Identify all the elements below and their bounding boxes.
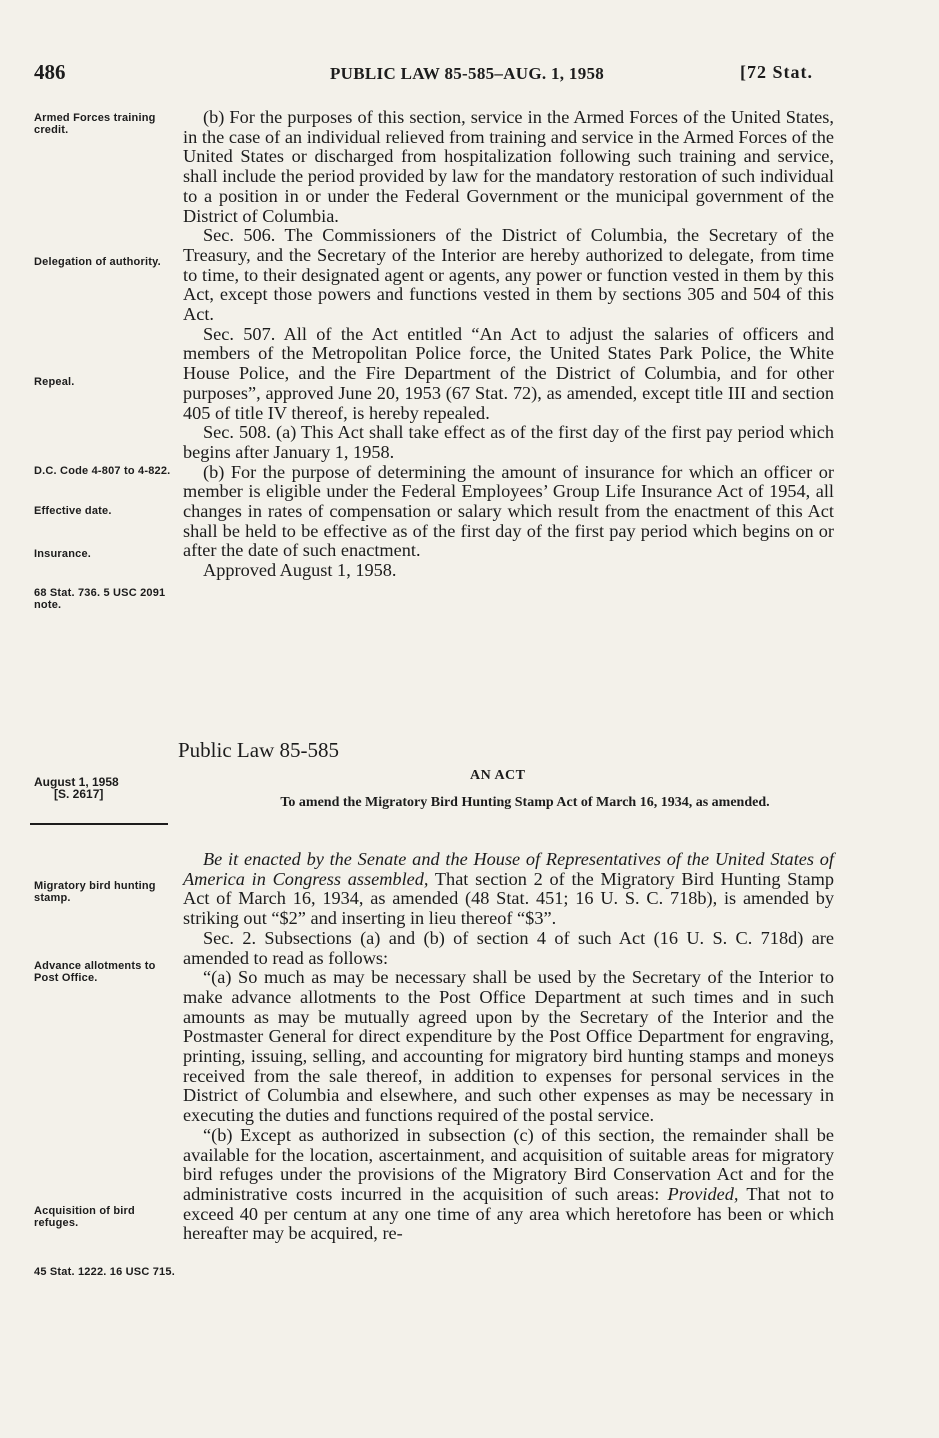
divider-rule <box>30 823 168 825</box>
margin-note-armed-forces: Armed Forces training credit. <box>34 112 156 136</box>
act-description: To amend the Migratory Bird Hunting Stamp Act of March 16, 1934, as amended. <box>280 795 770 810</box>
provided-italic: Provided, <box>667 1183 739 1204</box>
section-508a: Sec. 508. (a) This Act shall take effect as of the first day of the first pay period which begins after January 1, 1958. <box>183 422 834 462</box>
margin-note-insurance: Insurance. <box>34 548 92 560</box>
body-section-2 <box>183 850 834 1244</box>
margin-note-stat1222: 45 Stat. 1222. 16 USC 715. <box>34 1266 175 1278</box>
section-508b: (b) For the purpose of determining the amount of insurance for which an officer or member is eligible under the Federal Employees’ Group Life Insurance Act of 1954, all changes in rates of compensation or salary which result from the enactment of this Act shall be held to be effective as of the first day of the first pay period which begins on or after the date of such enactment. <box>183 461 834 561</box>
enactment-date: August 1, 1958 <box>34 775 119 789</box>
page-number: 486 <box>34 60 66 84</box>
margin-note-advance: Advance allotments to Post Office. <box>34 960 156 984</box>
enacting-clause <box>183 850 834 929</box>
volume-reference: [72 Stat. <box>740 62 813 82</box>
act-label: AN ACT <box>470 768 526 783</box>
subsection-b-end: That not to exceed 40 per centum at any one time of any area which heretofore has been or which hereafter may be acquired, re- <box>183 1183 834 1244</box>
enactment-date-note <box>34 776 164 800</box>
approved-line: Approved August 1, 1958. <box>203 560 397 581</box>
subsection-b <box>183 1126 834 1244</box>
margin-note-acquisition: Acquisition of bird refuges. <box>34 1205 135 1229</box>
margin-note-migratory: Migratory bird hunting stamp. <box>34 880 156 904</box>
body-section-1 <box>183 108 834 581</box>
margin-note-effective: Effective date. <box>34 505 112 517</box>
margin-notes <box>0 0 180 1438</box>
section-507: Sec. 507. All of the Act entitled “An Act to adjust the salaries of officers and members of the Metropolitan Police force, the United States Park Police, the White House Police, and the Fire Department of the District of Columbia, and for other purposes”, approved June 20, 1953 (67 Stat. 72), as amended, except title III and section 405 of title IV thereof, is hereby repealed. <box>183 323 834 423</box>
margin-note-repeal: Repeal. <box>34 376 75 388</box>
margin-note-delegation: Delegation of authority. <box>34 256 161 268</box>
margin-note-stat736: 68 Stat. 736. 5 USC 2091 note. <box>34 587 166 611</box>
public-law-title: Public Law 85-585 <box>178 738 339 762</box>
paragraph-b: (b) For the purposes of this section, service in the Armed Forces of the United States, in the case of an individual relieved from training and service in the Armed Forces of the United States or discharged from hospitalization following such training and service, shall include the period provided by law for the mandatory restoration of such individual to a position in or under the Federal Government or the municipal government of the District of Columbia. <box>183 107 834 226</box>
subsection-a: “(a) So much as may be necessary shall be used by the Secretary of the Interior to make advance allotments to the Post Office Department at such times and in such amounts as may be mutually agreed upon by the Secretary of the Interior and the Postmaster General for direct expenditure by the Post Office Department for engraving, printing, issuing, selling, and accounting for migratory bird hunting stamps and moneys received from the sale thereof, in addition to expenses for personal services in the District of Columbia and elsewhere, and such other expenses as may be necessary in executing the duties and functions required of the postal service. <box>183 967 834 1126</box>
subsection-b-start: “(b) Except as authorized in subsection (c) of this section, the remainder shall be available for the location, ascertainment, and acquisition of suitable areas for migratory bird refuges under the provisions of the Migratory Bird Conservation Act and for the administrative costs incurred in the acquisition of such areas: <box>183 1124 834 1204</box>
bill-number: [S. 2617] <box>54 787 104 801</box>
enacting-italic: Be it enacted by the Senate and the House of Representatives of the United States of America in Congress assembled, <box>183 849 834 889</box>
section-506: Sec. 506. The Commissioners of the District of Columbia, the Secretary of the Treasury, and the Secretary of the Interior are hereby authorized to delegate, from time to time, to their designated agent or agents, any power or function vested in them by this Act, except those powers and functions vested in them by sections 305 and 504 of this Act. <box>183 225 834 325</box>
running-head: PUBLIC LAW 85-585–AUG. 1, 1958 <box>330 64 605 83</box>
margin-note-dc-code: D.C. Code 4-807 to 4-822. <box>34 465 171 477</box>
section-2: Sec. 2. Subsections (a) and (b) of section 4 of such Act (16 U. S. C. 718d) are amended to read as follows: <box>183 927 834 968</box>
enacting-rest: That section 2 of the Migratory Bird Hunting Stamp Act of March 16, 1934, as amended (48 Stat. 451; 16 U. S. C. 718b), is amended by striking out “$2” and inserting in lieu thereof “$3”. <box>183 868 834 929</box>
